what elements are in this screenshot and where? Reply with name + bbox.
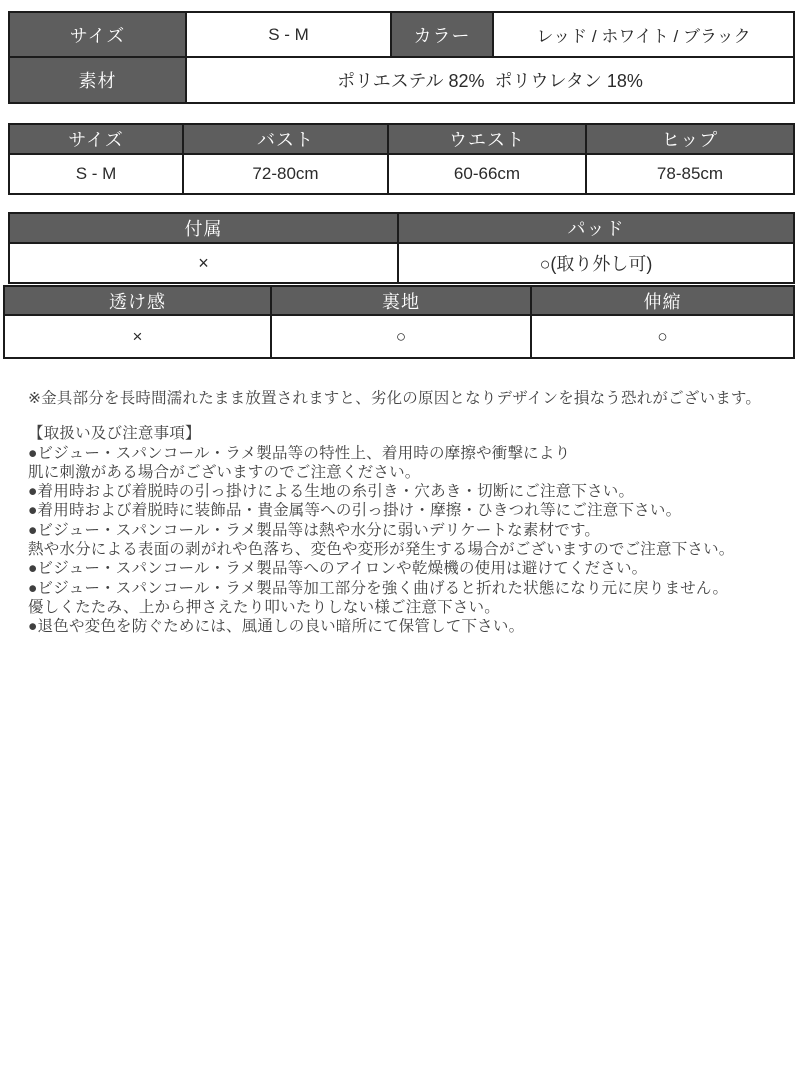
- size-color-material-table: [8, 11, 795, 104]
- color-label-cell: カラー: [391, 12, 493, 57]
- measurements-waist-cell: 60-66cm: [388, 154, 586, 194]
- stretch-circle-mark: ○: [531, 315, 794, 358]
- measurements-header-hip: ヒップ: [586, 124, 794, 154]
- sheerness-cross-mark: ×: [4, 315, 271, 358]
- measurements-table: [8, 123, 795, 195]
- table-header-row: [9, 124, 794, 154]
- measurements-header-size: サイズ: [9, 124, 183, 154]
- lining-circle-mark: ○: [271, 315, 531, 358]
- measurements-header-waist: ウエスト: [388, 124, 586, 154]
- care-note-line: ●着用時および着脱時の引っ掛けによる生地の糸引き・穴あき・切断にご注意下さい。: [28, 483, 635, 501]
- table-header-row: [4, 286, 794, 315]
- care-notes-heading: 【取扱い及び注意事項】: [28, 425, 201, 443]
- care-note-line: ●ビジュー・スパンコール・ラメ製品等加工部分を強く曲げると折れた状態になり元に戻りません。: [28, 579, 729, 597]
- care-note-line: 熱や水分による表面の剥がれや色落ち、変色や変形が発生する場合がございますのでご注意下さい。: [28, 541, 735, 559]
- features-header-stretch: 伸縮: [531, 286, 794, 315]
- care-notes: [28, 389, 796, 637]
- table-row: [9, 154, 794, 194]
- care-note-line: 肌に刺激がある場合がございますのでご注意ください。: [28, 463, 421, 481]
- measurements-bust-cell: 72-80cm: [183, 154, 388, 194]
- measurements-size-cell: S - M: [9, 154, 183, 194]
- care-note-line: ●着用時および着脱時に装飾品・貴金属等への引っ掛け・摩擦・ひきつれ等にご注意下さい。: [28, 502, 682, 520]
- measurements-hip-cell: 78-85cm: [586, 154, 794, 194]
- care-note-line: ●ビジュー・スパンコール・ラメ製品等へのアイロンや乾燥機の使用は避けてください。: [28, 560, 648, 578]
- material-value-cell: ポリエステル 82% ポリウレタン 18%: [186, 57, 794, 103]
- metal-parts-warning: ※金具部分を長時間濡れたまま放置されますと、劣化の原因となりデザインを損なう恐れがございます。: [28, 390, 762, 407]
- accessory-cross-mark: ×: [9, 243, 398, 283]
- attachments-table: [8, 212, 795, 284]
- fabric-features-table: [3, 285, 795, 359]
- table-row: [9, 57, 794, 103]
- care-note-line: ●ビジュー・スパンコール・ラメ製品等の特性上、着用時の摩擦や衝撃により: [28, 444, 571, 462]
- size-value-cell: S - M: [186, 12, 391, 57]
- care-note-line: ●ビジュー・スパンコール・ラメ製品等は熱や水分に弱いデリケートな素材です。: [28, 521, 601, 539]
- measurements-header-bust: バスト: [183, 124, 388, 154]
- material-label-cell: 素材: [9, 57, 186, 103]
- table-header-row: [9, 213, 794, 243]
- care-note-line: ●退色や変色を防ぐためには、風通しの良い暗所にて保管して下さい。: [28, 618, 525, 636]
- color-value-cell: レッド / ホワイト / ブラック: [493, 12, 794, 57]
- attachments-header-pad: パッド: [398, 213, 794, 243]
- size-label-cell: サイズ: [9, 12, 186, 57]
- table-row: [9, 12, 794, 57]
- table-row: [4, 315, 794, 358]
- features-header-lining: 裏地: [271, 286, 531, 315]
- attachments-header-accessory: 付属: [9, 213, 398, 243]
- pad-value-cell: ○(取り外し可): [398, 243, 794, 283]
- table-row: [9, 243, 794, 283]
- care-note-line: 優しくたたみ、上から押さえたり叩いたりしない様ご注意下さい。: [28, 598, 500, 616]
- features-header-sheerness: 透け感: [4, 286, 271, 315]
